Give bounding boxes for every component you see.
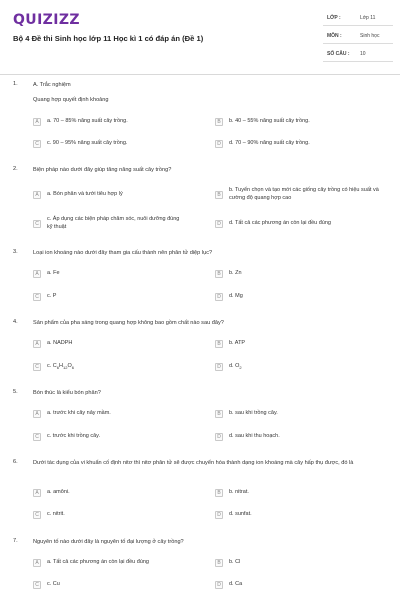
option-c[interactable] [33,140,183,148]
option-text: c. P [47,293,57,300]
option-text: c. nitrit. [47,511,65,518]
question-subtext: Quang hợp quyết định khoảng [33,97,109,103]
option-c[interactable] [33,216,183,231]
option-text: a. amôni. [47,489,70,496]
option-letter: B [215,559,223,567]
option-c[interactable] [33,581,183,589]
question-number: 3. [13,249,18,255]
meta-value-count: 10 [360,51,366,57]
option-text: d. $O_2$ [229,363,242,371]
option-letter: A [33,489,41,497]
option-text: b. ATP [229,340,246,347]
option-text: c. Cu [47,581,60,588]
option-letter: D [215,433,223,441]
meta-value-subject: Sinh học [360,33,380,39]
option-b[interactable] [215,340,390,348]
option-text: a. Bón phân và tưới tiêu hợp lý [47,191,123,198]
option-text: b. nitrat. [229,489,249,496]
meta-row-subject [323,28,393,44]
option-b[interactable] [215,410,390,418]
option-b[interactable] [215,489,390,497]
question-text: Nguyên tố nào dưới đây là nguyên tố đại lượng ở cây trồng? [33,539,184,545]
option-d[interactable] [215,363,390,372]
question-text: A. Trắc nghiệm [33,82,71,88]
option-a[interactable] [33,489,183,497]
option-a[interactable] [33,340,183,348]
option-letter: D [215,363,223,371]
quizizz-logo: QUIZIZZ [13,12,80,28]
meta-key-subject: MÔN : [327,33,342,39]
question-number: 7. [13,538,18,544]
page-title: Bộ 4 Đề thi Sinh học lớp 11 Học kì 1 có đáp án (Đề 1) [13,34,204,43]
option-b[interactable] [215,270,390,278]
option-letter: B [215,489,223,497]
option-text: d. 70 – 90% năng suất cây trồng. [229,140,310,147]
option-letter: B [215,118,223,126]
option-letter: C [33,511,41,519]
quiz-header [0,0,400,75]
question-text: Biện pháp nào dưới đây giúp tăng năng suất cây trồng? [33,167,172,173]
option-letter: D [215,140,223,148]
question-number: 4. [13,319,18,325]
option-letter: C [33,140,41,148]
quiz-meta [323,10,393,64]
option-text: a. 70 – 85% năng suất cây trồng. [47,118,128,125]
option-letter: D [215,220,223,228]
option-d[interactable] [215,293,390,301]
meta-value-class: Lớp 11 [360,15,376,21]
option-text: c. $C_6H_{12}O_6$ [47,363,74,371]
option-letter: C [33,293,41,301]
option-letter: B [215,340,223,348]
option-text: c. 90 – 95% năng suất cây trồng. [47,140,128,147]
option-a[interactable] [33,191,183,199]
option-text: a. trước khi cây nảy mầm. [47,410,111,417]
option-text: b. Cl [229,559,241,566]
meta-row-class [323,10,393,26]
option-letter: D [215,293,223,301]
question-number: 5. [13,389,18,395]
option-letter: B [215,270,223,278]
option-letter: A [33,191,41,199]
question-text: Loại ion khoáng nào dưới đây tham gia cấu thành nên phân tử diệp lục? [33,250,213,256]
question-text: Bón thúc là kiểu bón phân? [33,390,101,396]
option-c[interactable] [33,293,183,301]
option-text: c. Áp dụng các biện pháp chăm sóc, nuôi dưỡng đúng kỹ thuật [47,216,180,230]
option-b[interactable] [215,118,390,126]
option-text: a. NADPH [47,340,73,347]
option-letter: A [33,340,41,348]
option-letter: A [33,410,41,418]
option-d[interactable] [215,511,390,519]
option-a[interactable] [33,118,183,126]
option-text: a. Fe [47,270,60,277]
option-c[interactable] [33,363,183,372]
option-text: d. sau khi thu hoạch. [229,433,280,440]
option-d[interactable] [215,140,390,148]
question-number: 1. [13,81,18,87]
question-text: Sản phẩm của pha sáng trong quang hợp không bao gồm chất nào sau đây? [33,320,224,326]
option-text: b. Tuyển chọn và tạo mới các giống cây trồng có hiệu suất và cường độ quang hợp cao [229,187,379,201]
option-text: d. Ca [229,581,243,588]
option-a[interactable] [33,270,183,278]
option-letter: D [215,581,223,589]
option-text: b. Zn [229,270,242,277]
option-c[interactable] [33,511,183,519]
option-d[interactable] [215,433,390,441]
option-letter: A [33,559,41,567]
meta-key-count: SỐ CÂU : [327,51,350,57]
option-b[interactable] [215,559,390,567]
option-letter: C [33,433,41,441]
question-number: 6. [13,459,18,465]
option-d[interactable] [215,581,390,589]
option-text: c. trước khi trồng cây. [47,433,101,440]
option-letter: C [33,363,41,371]
option-text: d. sunfat. [229,511,252,518]
option-letter: B [215,410,223,418]
option-letter: B [215,191,223,199]
option-letter: C [33,581,41,589]
option-letter: A [33,118,41,126]
option-a[interactable] [33,410,183,418]
question-text: Dưới tác dụng của vi khuẩn cố định nitơ thì nitơ phân tử sẽ được chuyển hóa thành dạng ion khoáng mà cây hấp thụ được, đó là [33,460,354,466]
option-d[interactable] [215,220,390,228]
option-text: d. Mg [229,293,243,300]
option-letter: C [33,220,41,228]
option-b[interactable] [215,187,390,202]
option-text: a. Tất cả các phương án còn lại đều đúng [47,559,149,566]
meta-row-count [323,46,393,62]
meta-key-class: LỚP : [327,15,341,21]
option-letter: D [215,511,223,519]
option-text: b. 40 – 55% năng suất cây trồng. [229,118,310,125]
option-text: b. sau khi trồng cây. [229,410,278,417]
option-a[interactable] [33,559,183,567]
option-c[interactable] [33,433,183,441]
option-letter: A [33,270,41,278]
question-number: 2. [13,166,18,172]
option-text: d. Tất cả các phương án còn lại đều đúng [229,220,331,227]
